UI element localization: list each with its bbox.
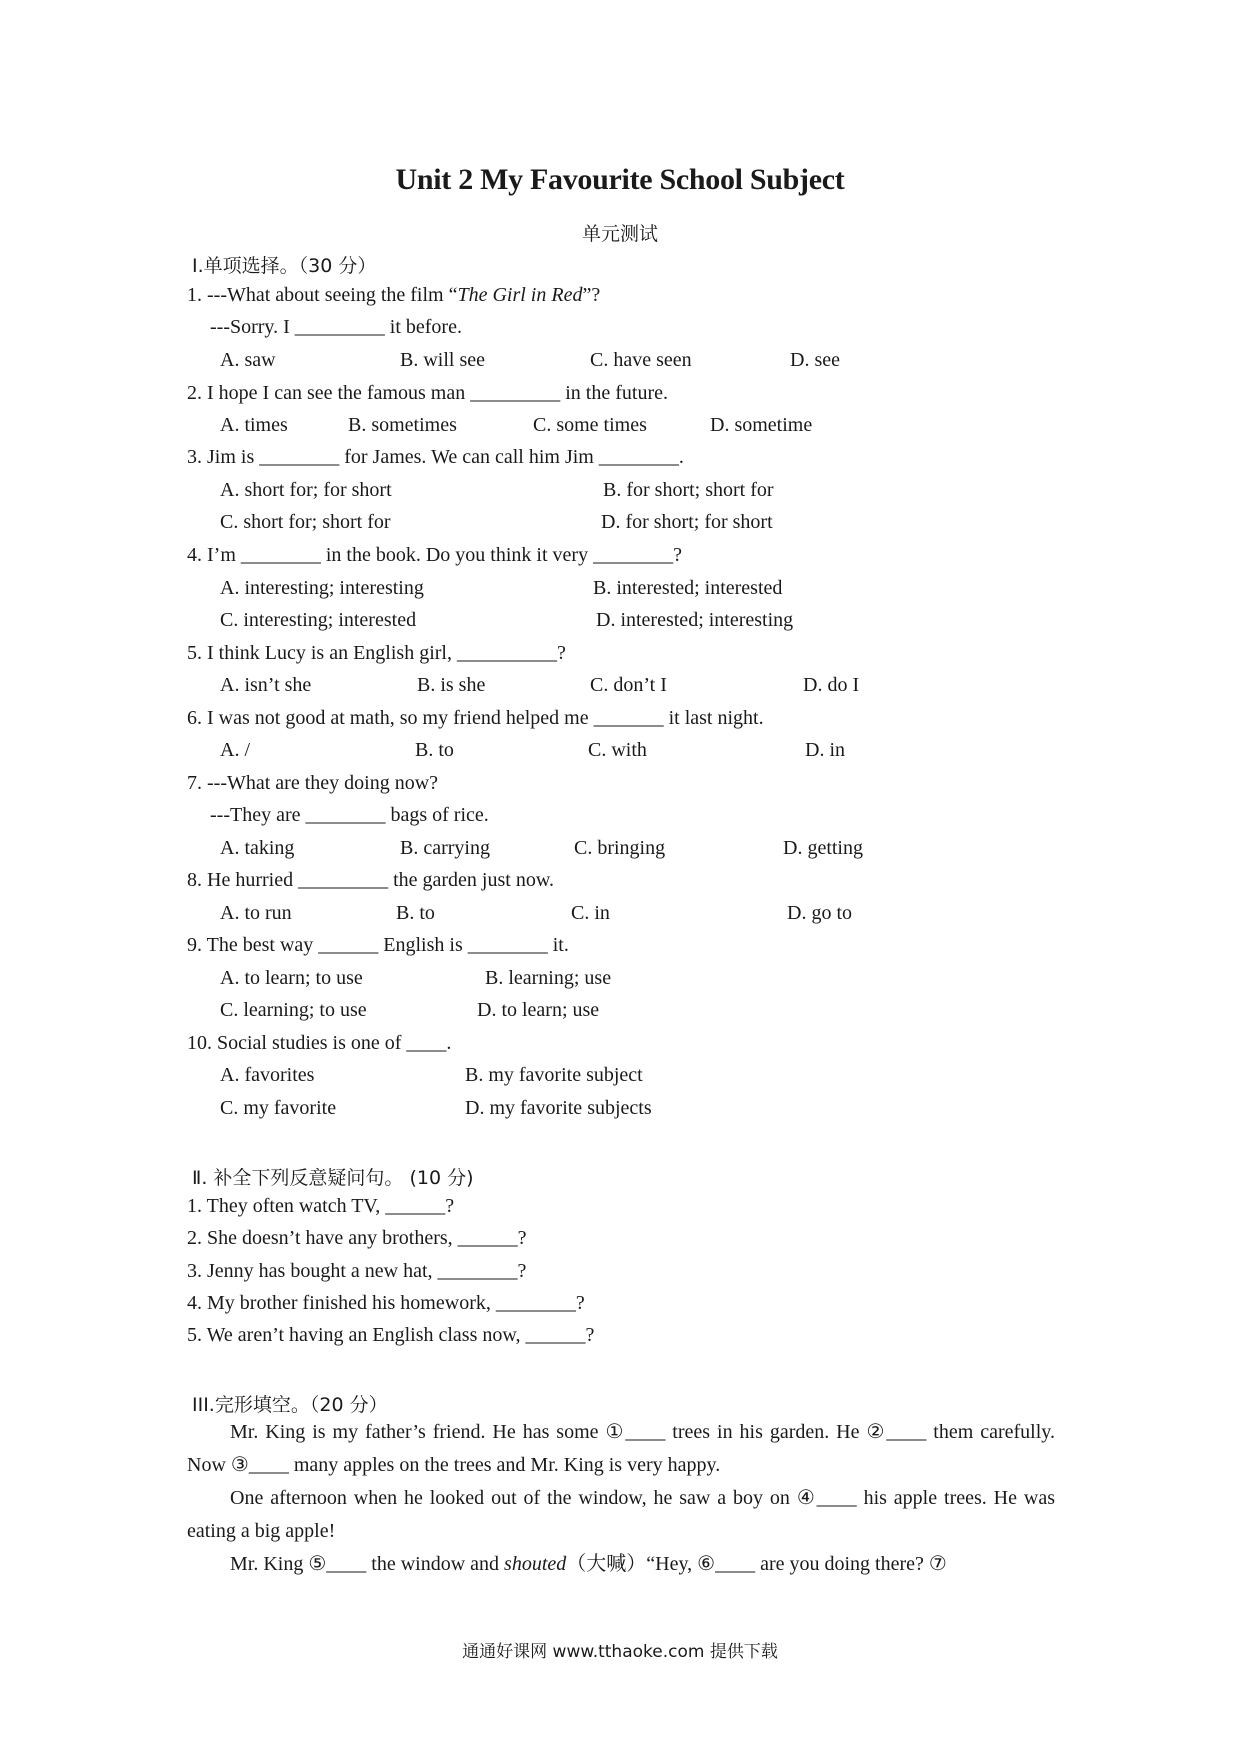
question-5-option-b: B. is she <box>417 674 486 696</box>
question-3-option-a: A. short for; for short <box>220 479 392 501</box>
cloze-paragraph-3: Mr. King ⑤____ the window and shouted（大喊）“Hey, ⑥____ are you doing there? ⑦ <box>230 1553 947 1575</box>
question-3-stem: 3. Jim is ________ for James. We can call him Jim ________. <box>187 446 684 468</box>
question-7-stem: 7. ---What are they doing now? <box>187 772 439 794</box>
cloze-paragraph-1: Mr. King is my father’s friend. He has some ①____ trees in his garden. He ②____ them carefully. Now ③____ many apples on the trees and Mr. King is very happy. <box>187 1421 1055 1476</box>
question-9-option-d: D. to learn; use <box>477 999 600 1021</box>
question-1-option-d: D. see <box>790 349 840 371</box>
question-8-option-a: A. to run <box>220 902 292 924</box>
question-10-stem: 10. Social studies is one of ____. <box>187 1032 452 1054</box>
question-8-option-b: B. to <box>396 902 435 924</box>
question-9-option-c: C. learning; to use <box>220 999 367 1021</box>
question-10-option-b: B. my favorite subject <box>465 1064 643 1086</box>
question-2-option-b: B. sometimes <box>348 414 457 436</box>
question-5-option-c: C. don’t I <box>590 674 667 696</box>
question-7-stem-reply: ---They are ________ bags of rice. <box>210 804 489 826</box>
question-9-option-a: A. to learn; to use <box>220 967 363 989</box>
question-6-option-c: C. with <box>588 739 647 761</box>
question-7-option-b: B. carrying <box>400 837 490 859</box>
question-4-option-a: A. interesting; interesting <box>220 577 424 599</box>
question-4-option-b: B. interested; interested <box>593 577 783 599</box>
question-8-option-c: C. in <box>571 902 610 924</box>
question-8-option-d: D. go to <box>787 902 852 924</box>
question-6-stem: 6. I was not good at math, so my friend helped me _______ it last night. <box>187 707 764 729</box>
question-1-option-c: C. have seen <box>590 349 692 371</box>
tag-question-3: 3. Jenny has bought a new hat, ________? <box>187 1260 527 1282</box>
question-6-option-d: D. in <box>805 739 845 761</box>
question-10-option-d: D. my favorite subjects <box>465 1097 652 1119</box>
question-4-stem: 4. I’m ________ in the book. Do you think it very ________? <box>187 544 682 566</box>
tag-question-1: 1. They often watch TV, ______? <box>187 1195 455 1217</box>
question-1-option-a: A. saw <box>220 349 276 371</box>
question-4-option-c: C. interesting; interested <box>220 609 417 631</box>
question-9-option-b: B. learning; use <box>485 967 612 989</box>
page-title: Unit 2 My Favourite School Subject <box>395 163 845 196</box>
question-2-option-a: A. times <box>220 414 288 436</box>
section-1-heading: Ⅰ.单项选择。（30 分） <box>192 255 377 277</box>
tag-question-4: 4. My brother finished his homework, ________? <box>187 1292 585 1314</box>
question-4-option-d: D. interested; interesting <box>596 609 794 631</box>
question-8-stem: 8. He hurried _________ the garden just now. <box>187 869 554 891</box>
question-2-option-c: C. some times <box>533 414 647 436</box>
tag-question-2: 2. She doesn’t have any brothers, ______? <box>187 1227 527 1249</box>
question-6-option-a: A. / <box>220 739 250 761</box>
question-5-option-d: D. do I <box>803 674 860 696</box>
question-5-option-a: A. isn’t she <box>220 674 312 696</box>
question-10-option-c: C. my favorite <box>220 1097 337 1119</box>
question-7-option-d: D. getting <box>783 837 863 859</box>
question-3-option-d: D. for short; for short <box>601 511 773 533</box>
question-10-option-a: A. favorites <box>220 1064 315 1086</box>
section-2-heading: Ⅱ. 补全下列反意疑问句。 (10 分) <box>192 1167 474 1189</box>
question-5-stem: 5. I think Lucy is an English girl, __________? <box>187 642 566 664</box>
question-1-stem: 1. ---What about seeing the film “The Girl in Red”? <box>187 284 601 306</box>
question-6-option-b: B. to <box>415 739 454 761</box>
question-7-option-a: A. taking <box>220 837 295 859</box>
page-footer: 通通好课网 www.tthaoke.com 提供下载 <box>462 1642 778 1662</box>
question-7-option-c: C. bringing <box>574 837 666 859</box>
page-subtitle: 单元测试 <box>581 223 658 245</box>
question-3-option-c: C. short for; short for <box>220 511 391 533</box>
question-9-stem: 9. The best way ______ English is ________ it. <box>187 934 569 956</box>
tag-question-5: 5. We aren’t having an English class now, ______? <box>187 1324 595 1346</box>
cloze-paragraph-2: One afternoon when he looked out of the window, he saw a boy on ④____ his apple trees. He was eating a big apple! <box>187 1487 1055 1542</box>
question-1-option-b: B. will see <box>400 349 485 371</box>
section-3-heading: III.完形填空。（20 分） <box>192 1394 388 1416</box>
question-2-stem: 2. I hope I can see the famous man _________ in the future. <box>187 382 668 404</box>
question-1-stem-reply: ---Sorry. I _________ it before. <box>210 316 462 338</box>
question-3-option-b: B. for short; short for <box>603 479 774 501</box>
question-2-option-d: D. sometime <box>710 414 813 436</box>
